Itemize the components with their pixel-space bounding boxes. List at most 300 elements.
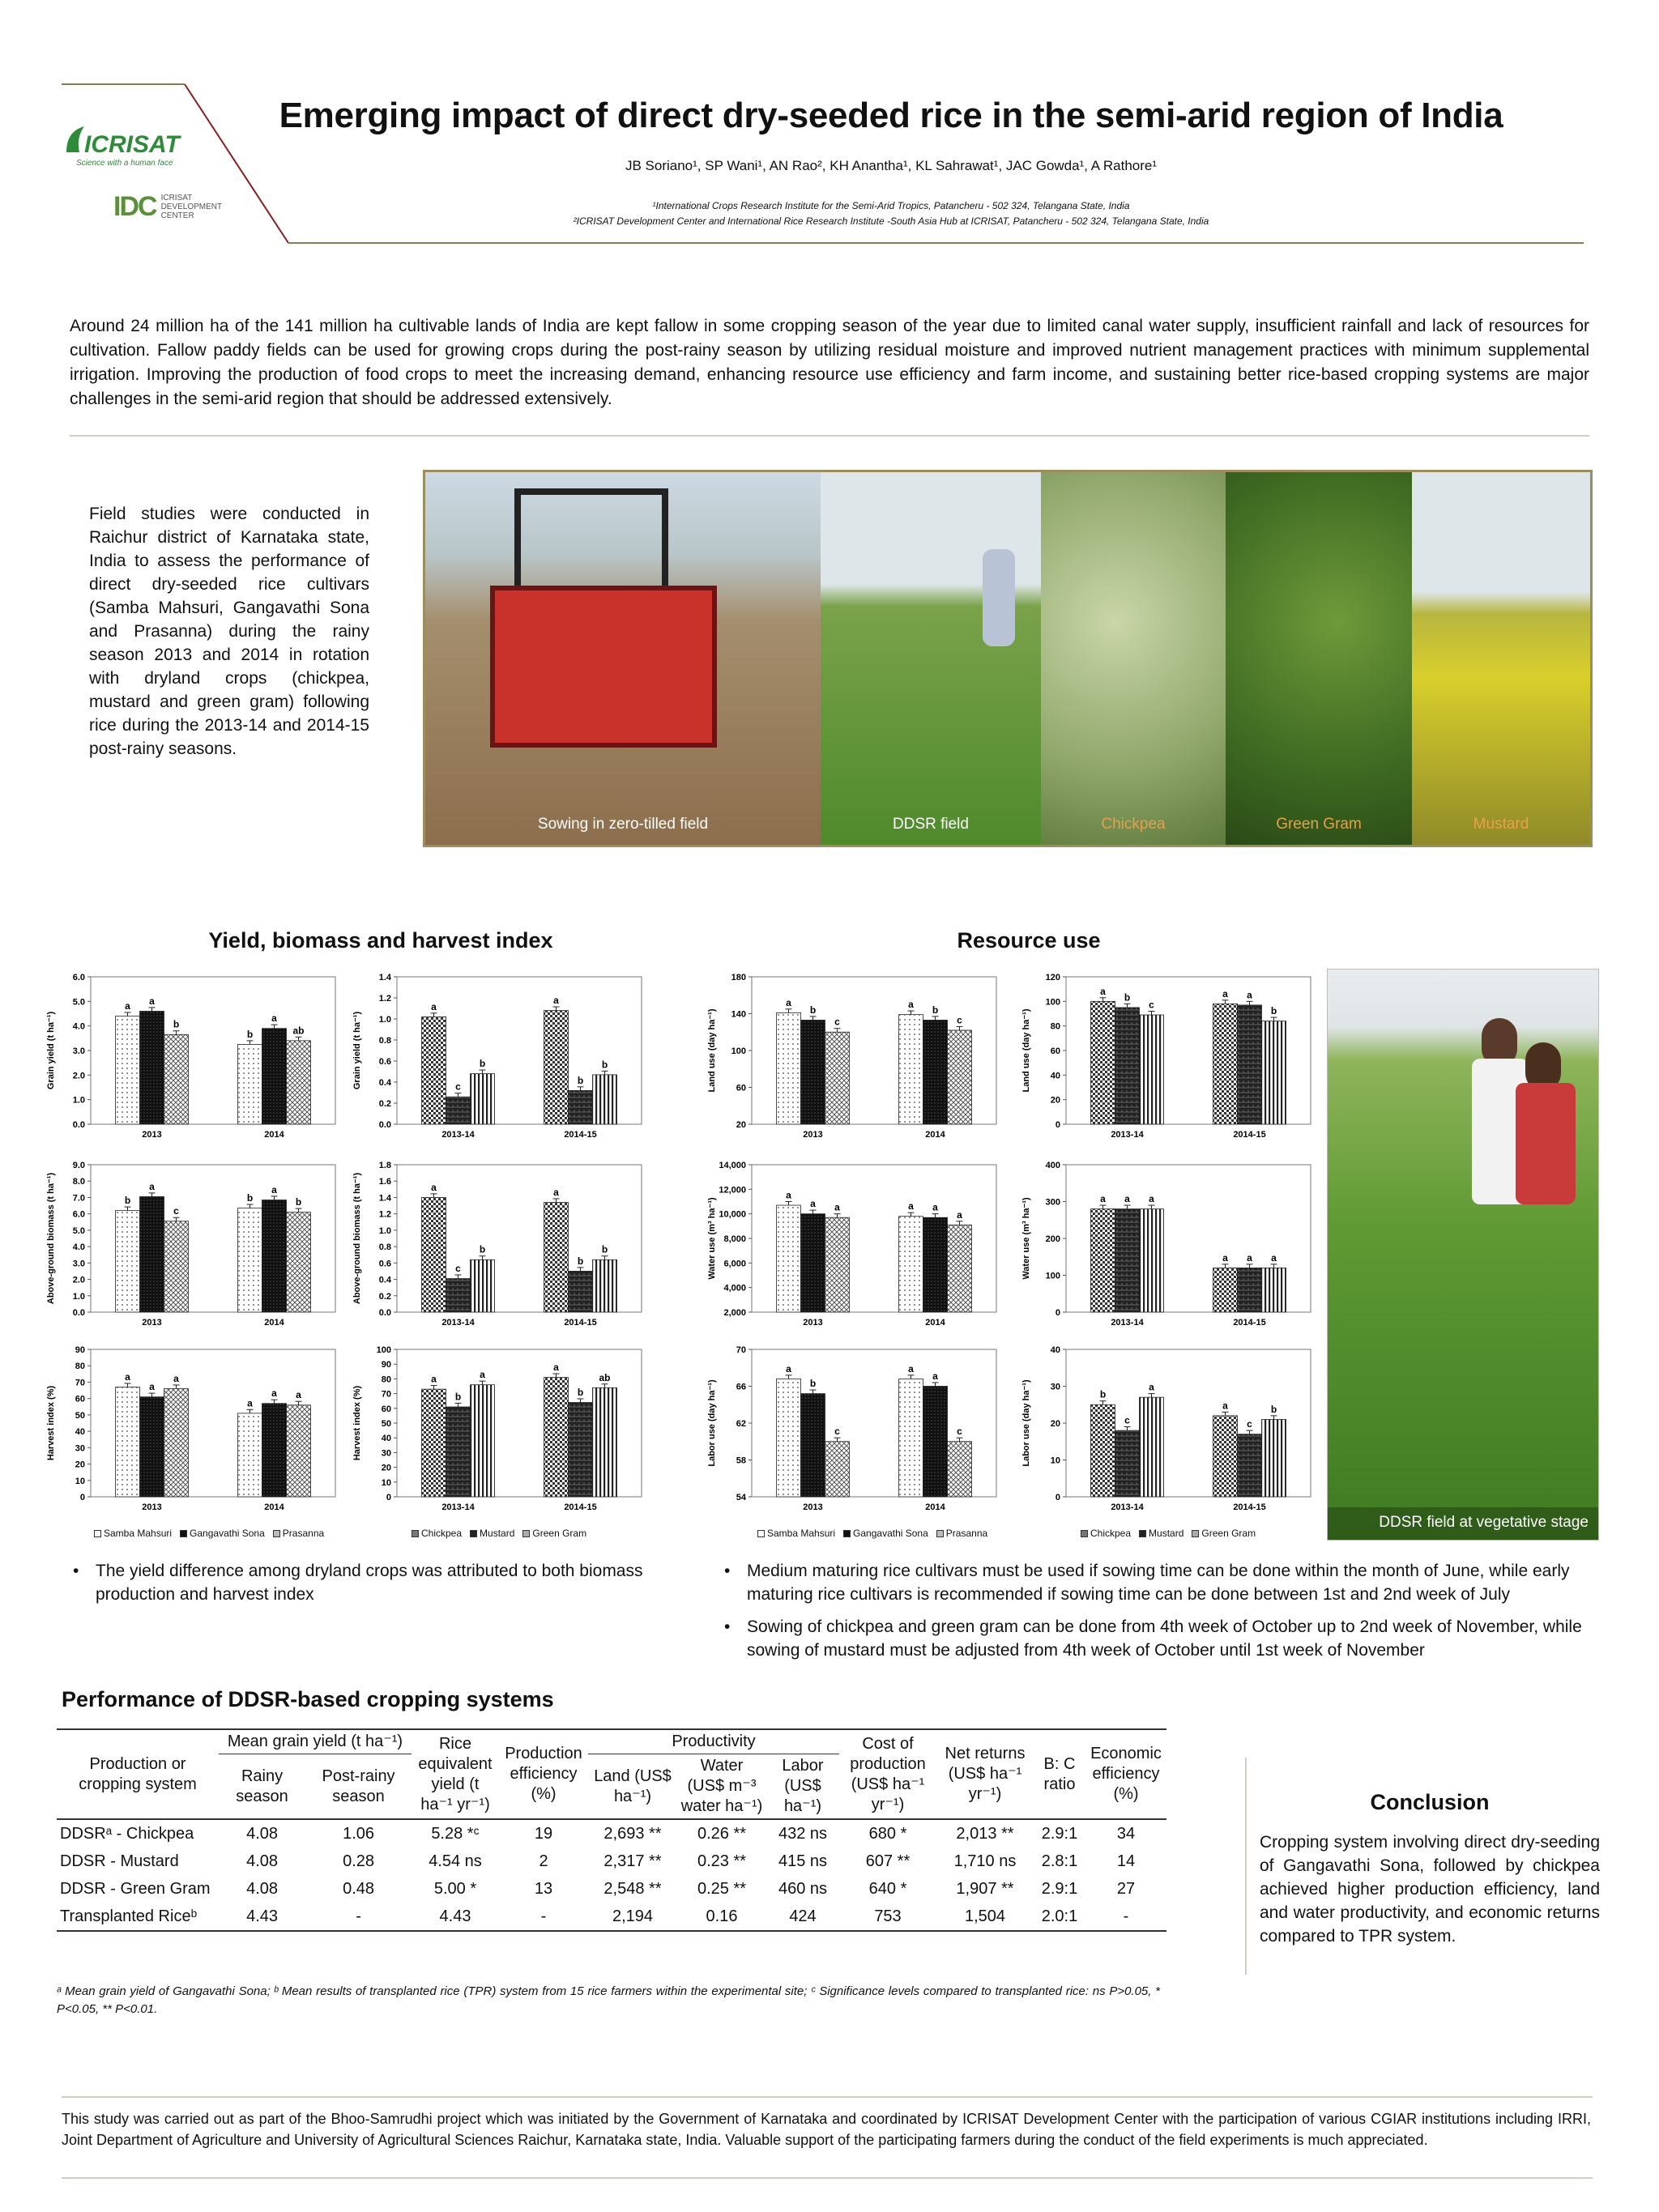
significance-letter: a — [957, 1208, 962, 1221]
x-tick-label: 2013 — [142, 1130, 162, 1140]
y-tick-label: 10 — [1050, 1455, 1060, 1466]
divider — [62, 2096, 1593, 2098]
bar — [1213, 1416, 1238, 1497]
significance-letter: a — [1247, 1251, 1252, 1264]
y-tick-label: 100 — [1045, 997, 1060, 1008]
table-cell: 27 — [1116, 1880, 1136, 1898]
significance-letter: b — [454, 1391, 462, 1403]
y-tick-label: 0.6 — [378, 1057, 391, 1067]
bar — [1140, 1015, 1164, 1124]
table-cell: 1.06 — [343, 1825, 375, 1843]
significance-letter: a — [1222, 1400, 1228, 1412]
significance-letter: ab — [599, 1371, 611, 1383]
bar — [1262, 1268, 1286, 1312]
y-tick-label: 5.0 — [72, 997, 85, 1008]
idc-logo — [113, 191, 222, 223]
bar — [422, 1389, 446, 1497]
photo-mustard — [1412, 472, 1590, 845]
y-tick-label: 5.0 — [72, 1225, 85, 1236]
table-cell: 0.48 — [343, 1880, 375, 1898]
y-tick-label: 0.8 — [378, 1242, 391, 1253]
idc-line2: DEVELOPMENT — [160, 202, 223, 211]
y-tick-label: 0.6 — [378, 1259, 391, 1269]
th-productivity: Productivity — [588, 1729, 839, 1754]
th-land: Land (US$ ha⁻¹) — [594, 1767, 672, 1805]
legend-item: Samba Mahsuri — [767, 1528, 836, 1539]
significance-letter: a — [786, 1362, 791, 1375]
y-tick-label: 54 — [736, 1493, 746, 1502]
th-labor: Labor (US$ ha⁻¹) — [782, 1757, 824, 1815]
x-tick-label: 2013-14 — [1111, 1318, 1144, 1328]
x-tick-label: 2013 — [803, 1130, 823, 1140]
chart-rice-land-use — [703, 969, 1003, 1153]
table-cell: 0.23 ** — [697, 1852, 747, 1870]
bar — [1115, 1209, 1140, 1312]
x-tick-label: 2013-14 — [441, 1502, 475, 1512]
chart-rice-labor-use — [703, 1341, 1003, 1526]
table-cell: 460 ns — [778, 1880, 828, 1898]
bar — [238, 1044, 262, 1124]
x-tick-label: 2013 — [803, 1502, 823, 1512]
th-water: Water (US$ m⁻³ water ha⁻¹) — [680, 1757, 763, 1815]
significance-letter: b — [809, 1004, 817, 1016]
y-tick-label: 140 — [731, 1009, 746, 1020]
bar — [164, 1034, 189, 1124]
th-bc: B: C ratio — [1043, 1754, 1076, 1793]
bar — [287, 1213, 311, 1312]
th-prod-eff: Production efficiency (%) — [505, 1745, 582, 1803]
significance-letter: a — [431, 1000, 437, 1012]
bar — [1238, 1005, 1262, 1124]
table-cell: 2.8:1 — [1041, 1852, 1078, 1870]
table-cell: 4.43 — [439, 1907, 471, 1925]
legend-item: Green Gram — [532, 1528, 587, 1539]
table-cell: 14 — [1116, 1852, 1136, 1870]
chart-rice-biomass — [42, 1157, 342, 1341]
y-tick-label: 100 — [376, 1345, 391, 1355]
y-axis-label: Above-ground biomass (t ha⁻¹) — [352, 1172, 362, 1305]
chart-crop-biomass — [348, 1157, 648, 1341]
table-cell: 0.25 ** — [697, 1880, 747, 1898]
significance-letter: b — [124, 1195, 131, 1207]
y-tick-label: 1.4 — [378, 1193, 391, 1204]
bar — [1091, 1001, 1115, 1124]
y-tick-label: 0 — [1055, 1120, 1060, 1130]
significance-letter: b — [577, 1255, 584, 1267]
significance-letter: a — [296, 1389, 301, 1401]
y-tick-label: 0.2 — [378, 1099, 391, 1109]
photo-strip — [423, 470, 1593, 847]
y-tick-label: 6,000 — [723, 1259, 746, 1269]
significance-letter: a — [553, 995, 559, 1007]
significance-letter: b — [601, 1243, 608, 1255]
significance-letter: c — [1247, 1418, 1252, 1430]
significance-letter: b — [479, 1058, 486, 1070]
x-tick-label: 2013 — [142, 1318, 162, 1328]
table-cell: 1,504 — [964, 1907, 1006, 1925]
significance-letter: b — [1099, 1388, 1107, 1400]
significance-letter: a — [149, 1180, 155, 1192]
y-tick-label: 90 — [75, 1345, 85, 1355]
photo-caption: DDSR field at vegetative stage — [1379, 1514, 1589, 1531]
idc-line3: CENTER — [160, 211, 194, 220]
y-tick-label: 3.0 — [72, 1046, 85, 1056]
y-tick-label: 90 — [381, 1360, 391, 1370]
bar — [116, 1387, 140, 1497]
photo-caption: Sowing in zero-tilled field — [537, 816, 709, 833]
photo-ddsr-vegetative — [1327, 969, 1599, 1541]
y-tick-label: 4,000 — [723, 1283, 746, 1294]
y-axis-label: Grain yield (t ha⁻¹) — [352, 1011, 362, 1090]
significance-letter: a — [1149, 1381, 1154, 1393]
significance-letter: b — [577, 1074, 584, 1086]
y-tick-label: 300 — [1045, 1197, 1060, 1208]
significance-letter: a — [173, 1372, 179, 1384]
chart-rice-harvest-index — [42, 1341, 342, 1526]
bar — [140, 1397, 164, 1497]
table-cell: DDSRᵃ - Chickpea — [60, 1825, 194, 1843]
y-tick-label: 80 — [381, 1375, 391, 1385]
x-tick-label: 2014 — [925, 1502, 945, 1512]
performance-title: Performance of DDSR-based cropping systems — [62, 1687, 554, 1711]
bar — [569, 1271, 593, 1312]
th-system: Production or cropping system — [79, 1754, 197, 1793]
x-tick-label: 2014-15 — [564, 1502, 597, 1512]
significance-letter: b — [932, 1004, 939, 1016]
significance-letter: a — [834, 1201, 840, 1213]
table-row — [57, 1903, 1166, 1931]
significance-letter: b — [246, 1028, 254, 1040]
y-tick-label: 8,000 — [723, 1234, 746, 1244]
authors: JB Soriano¹, SP Wani¹, AN Rao², KH Anantha¹, KL Sahrawat¹, JAC Gowda¹, A Rathore¹ — [625, 158, 1158, 173]
bullet-text: The yield difference among dryland crops was attributed to both biomass production and harvest index — [96, 1562, 643, 1604]
y-axis-label: Water use (m³ ha⁻¹) — [1021, 1197, 1031, 1280]
conclusion-text: Cropping system involving direct dry-seeding of Gangavathi Sona, followed by chickpea achieved higher production efficiency, land and water productivity, and economic returns compared to TPR system. — [1260, 1833, 1600, 1946]
bar — [593, 1259, 617, 1312]
table-cell: 640 * — [868, 1880, 907, 1898]
bar — [593, 1387, 617, 1497]
bar — [923, 1387, 948, 1498]
significance-letter: a — [149, 1381, 155, 1393]
y-axis-label: Water use (m³ ha⁻¹) — [707, 1197, 717, 1280]
logo-text: ICRISAT — [84, 131, 180, 158]
table-cell: 0.28 — [343, 1852, 375, 1870]
chart-rice-water-use — [703, 1157, 1003, 1341]
bar — [948, 1030, 972, 1124]
y-tick-label: 60 — [1050, 1046, 1060, 1056]
th-econ-eff: Economic efficiency (%) — [1090, 1745, 1162, 1803]
y-tick-label: 40 — [381, 1434, 391, 1444]
bar — [825, 1217, 850, 1312]
photo-green-gram — [1226, 472, 1412, 845]
significance-letter: c — [957, 1426, 962, 1438]
section-title-resource: Resource use — [957, 928, 1101, 953]
y-tick-label: 60 — [381, 1404, 391, 1414]
bar — [593, 1075, 617, 1124]
bar — [446, 1407, 471, 1497]
bar — [777, 1012, 801, 1124]
y-tick-label: 400 — [1045, 1161, 1060, 1170]
y-tick-label: 1.0 — [72, 1291, 85, 1302]
bar — [948, 1442, 972, 1497]
significance-letter: a — [1100, 985, 1106, 997]
legend-item: Chickpea — [421, 1528, 463, 1539]
table-cell: DDSR - Green Gram — [60, 1880, 211, 1898]
chart-crop-grain-yield — [348, 969, 648, 1153]
chart-crop-harvest-index — [348, 1341, 648, 1526]
poster-title: Emerging impact of direct dry-seeded rice in the semi-arid region of India — [279, 96, 1503, 135]
y-tick-label: 3.0 — [72, 1259, 85, 1269]
x-tick-label: 2013-14 — [1111, 1130, 1144, 1140]
y-tick-label: 1.2 — [378, 994, 391, 1004]
x-tick-label: 2014 — [264, 1502, 284, 1512]
bar — [164, 1389, 189, 1497]
y-tick-label: 20 — [1050, 1419, 1060, 1429]
y-tick-label: 0 — [1055, 1493, 1060, 1502]
significance-letter: a — [786, 996, 791, 1008]
y-tick-label: 50 — [75, 1410, 85, 1421]
table-cell: 1,907 ** — [956, 1880, 1014, 1898]
table-cell: 432 ns — [778, 1825, 828, 1843]
y-tick-label: 40 — [75, 1427, 85, 1438]
bar — [262, 1200, 287, 1312]
significance-letter: b — [1270, 1403, 1277, 1415]
table-cell: 680 * — [868, 1825, 907, 1843]
table-cell: - — [356, 1907, 361, 1925]
significance-letter: a — [1271, 1251, 1277, 1264]
significance-letter: a — [149, 995, 155, 1007]
significance-letter: a — [247, 1397, 253, 1409]
x-tick-label: 2014-15 — [564, 1318, 597, 1328]
bar — [471, 1385, 495, 1497]
y-tick-label: 14,000 — [719, 1161, 746, 1170]
affiliation-1: ¹International Crops Research Institute for the Semi-Arid Tropics, Patancheru - 502 324, Telangana State, India — [652, 200, 1130, 211]
y-tick-label: 6.0 — [72, 973, 85, 982]
y-tick-label: 50 — [381, 1419, 391, 1429]
y-axis-label: Grain yield (t ha⁻¹) — [46, 1011, 56, 1090]
chart-crop-land-use — [1017, 969, 1317, 1153]
significance-letter: a — [786, 1189, 791, 1201]
y-tick-label: 20 — [381, 1463, 391, 1473]
legend-item: Samba Mahsuri — [104, 1528, 173, 1539]
legend-item: Mustard — [1149, 1528, 1184, 1539]
significance-letter: a — [271, 1387, 277, 1400]
photo-caption: Chickpea — [1101, 816, 1166, 833]
significance-letter: c — [834, 1426, 840, 1438]
x-tick-label: 2014-15 — [1233, 1130, 1266, 1140]
y-tick-label: 1.4 — [378, 973, 391, 982]
y-tick-label: 2,000 — [723, 1308, 746, 1318]
y-tick-label: 100 — [731, 1046, 746, 1056]
y-axis-label: Land use (day ha⁻¹) — [707, 1008, 717, 1093]
x-tick-label: 2014 — [925, 1318, 945, 1328]
x-tick-label: 2013-14 — [441, 1318, 475, 1328]
bar — [1213, 1004, 1238, 1124]
y-tick-label: 1.2 — [378, 1209, 391, 1220]
bar — [1140, 1209, 1164, 1312]
divider — [70, 435, 1589, 437]
table-cell: 1,710 ns — [953, 1852, 1017, 1870]
table-row — [57, 1848, 1166, 1875]
y-axis-label: Land use (day ha⁻¹) — [1021, 1008, 1031, 1093]
field-study-text: Field studies were conducted in Raichur district of Karnataka state, India to assess the performance of direct dry-seeded rice cultivars (Samba Mahsuri, Gangavathi Sona and Prasanna) during the rainy season 2013 and 2014 in rotation with dryland crops (chickpea, mustard and green gram) following rice during the 2013-14 and 2014-15 post-rainy seasons. — [89, 505, 369, 758]
bar — [569, 1403, 593, 1497]
bar — [287, 1041, 311, 1124]
table-cell: 2,317 ** — [603, 1852, 662, 1870]
bar — [1262, 1419, 1286, 1497]
intro-paragraph: Around 24 million ha of the 141 million ha cultivable lands of India are kept fallow in some cropping season of the year due to limited canal water supply, insufficient rainfall and lack of resources for cultivation. Fallow paddy fields can be used for growing crops during the post-rainy season by utilizing residual moisture and improved nutrient management practices with minimum supplemental irrigation. Improving the production of food crops to meet the increasing demand, enhancing resource use efficiency and farm income, and sustaining better rice-based cropping systems are major challenges in the semi-arid region that should be addressed extensively. — [70, 317, 1589, 408]
significance-letter: a — [1149, 1193, 1154, 1205]
significance-letter: c — [173, 1205, 179, 1217]
y-tick-label: 0.0 — [72, 1308, 85, 1318]
significance-letter: a — [125, 1370, 130, 1383]
y-tick-label: 6.0 — [72, 1209, 85, 1220]
y-tick-label: 0 — [79, 1493, 85, 1502]
y-tick-label: 7.0 — [72, 1193, 85, 1204]
significance-letter: c — [455, 1262, 461, 1274]
legend-crops-left — [412, 1528, 586, 1539]
table-cell: 2,013 ** — [956, 1825, 1014, 1843]
table-cell: 0.16 — [706, 1907, 738, 1925]
y-tick-label: 0.0 — [72, 1120, 85, 1130]
table-cell: 2.9:1 — [1041, 1880, 1078, 1898]
table-row — [57, 1875, 1166, 1903]
y-tick-label: 1.6 — [378, 1177, 391, 1187]
th-rice-equiv: Rice equivalent yield (t ha⁻¹ yr⁻¹) — [418, 1734, 493, 1813]
table-cell: - — [1123, 1907, 1129, 1925]
y-axis-label: Harvest index (%) — [46, 1385, 56, 1461]
significance-letter: a — [1222, 1251, 1228, 1264]
significance-letter: a — [908, 1362, 914, 1375]
conclusion-title: Conclusion — [1370, 1790, 1490, 1814]
bar — [262, 1029, 287, 1124]
x-tick-label: 2014-15 — [1233, 1502, 1266, 1512]
significance-letter: a — [810, 1198, 816, 1210]
y-tick-label: 30 — [1050, 1382, 1060, 1392]
table-cell: 2.9:1 — [1041, 1825, 1078, 1843]
y-tick-label: 30 — [381, 1448, 391, 1459]
bar — [825, 1032, 850, 1124]
idc-line1: ICRISAT — [160, 194, 193, 202]
logo-tagline: Science with a human face — [76, 159, 173, 168]
significance-letter: c — [1149, 999, 1154, 1011]
bar — [471, 1074, 495, 1124]
th-mean-yield: Mean grain yield (t ha⁻¹) — [219, 1729, 412, 1754]
resource-bullet-1: • Medium maturing rice cultivars must be used if sowing time can be done within the month of June, while early maturing rice cultivars is recommended if sowing time can be done between 1st and 2nd week of July — [724, 1562, 1570, 1604]
table-cell: 607 ** — [865, 1852, 911, 1870]
significance-letter: b — [173, 1018, 180, 1030]
yield-bullet: • The yield difference among dryland crops was attributed to both biomass production and harvest index — [73, 1562, 643, 1604]
chart-crop-water-use — [1017, 1157, 1317, 1341]
bar — [262, 1404, 287, 1497]
y-tick-label: 180 — [731, 973, 746, 982]
significance-letter: a — [1100, 1193, 1106, 1205]
table-cell: 0.26 ** — [697, 1825, 747, 1843]
bar — [116, 1016, 140, 1124]
legend-item: Gangavathi Sona — [190, 1528, 265, 1539]
photo-caption: Mustard — [1473, 816, 1529, 833]
legend-item: Prasanna — [945, 1528, 988, 1539]
bullet-text: Medium maturing rice cultivars must be used if sowing time can be done within the month of June, while early maturing rice cultivars is recommended if sowing time can be done between 1st and 2nd week of July — [747, 1562, 1570, 1604]
photo-caption: Green Gram — [1276, 816, 1362, 833]
significance-letter: a — [480, 1369, 485, 1381]
y-tick-label: 0 — [386, 1493, 391, 1502]
bar — [1140, 1397, 1164, 1497]
significance-letter: c — [455, 1080, 461, 1093]
y-tick-label: 0.8 — [378, 1036, 391, 1046]
affiliations — [243, 198, 1539, 229]
bar — [801, 1394, 825, 1497]
th-cost: Cost of production (US$ ha⁻¹ yr⁻¹) — [850, 1734, 926, 1813]
bar — [544, 1203, 569, 1312]
table-cell: 424 — [789, 1907, 817, 1925]
y-tick-label: 2.0 — [72, 1071, 85, 1081]
y-tick-label: 0.2 — [378, 1291, 391, 1302]
bar — [777, 1205, 801, 1312]
y-axis-label: Labor use (day ha⁻¹) — [1021, 1379, 1031, 1467]
significance-letter: b — [479, 1243, 486, 1255]
y-tick-label: 4.0 — [72, 1021, 85, 1032]
y-tick-label: 20 — [736, 1120, 746, 1130]
y-tick-label: 0.4 — [378, 1275, 391, 1285]
table-footnote: ᵃ Mean grain yield of Gangavathi Sona; ᵇ Mean results of transplanted rice (TPR) system from 15 rice farmers within the experimental site; ᶜ Significance levels compared to transplanted rice: ns P>0.05, * P<0.05, ** P<0.01. — [57, 1984, 1160, 2016]
chart-rice-grain-yield — [42, 969, 342, 1153]
x-tick-label: 2014-15 — [1233, 1318, 1266, 1328]
significance-letter: a — [1124, 1193, 1130, 1205]
significance-letter: a — [553, 1186, 559, 1198]
significance-letter: a — [431, 1181, 437, 1193]
performance-table — [57, 1728, 1166, 1932]
y-tick-label: 0.4 — [378, 1078, 391, 1088]
table-cell: - — [540, 1907, 547, 1925]
significance-letter: a — [932, 1370, 938, 1382]
x-tick-label: 2013 — [803, 1318, 823, 1328]
bar — [116, 1211, 140, 1312]
significance-letter: b — [809, 1378, 817, 1390]
bar — [446, 1279, 471, 1312]
legend-item: Chickpea — [1090, 1528, 1132, 1539]
table-cell: 2,548 ** — [603, 1880, 662, 1898]
significance-letter: b — [295, 1196, 302, 1208]
bar — [1115, 1008, 1140, 1124]
y-tick-label: 20 — [1050, 1095, 1060, 1106]
y-tick-label: 40 — [1050, 1071, 1060, 1081]
table-cell: 34 — [1116, 1825, 1136, 1843]
divider — [1245, 1758, 1247, 1975]
icrisat-logo — [62, 120, 199, 173]
bullet-text: Sowing of chickpea and green gram can be done from 4th week of October up to 2nd week of November, while sowing of mustard must be adjusted from 4th week of October until 1st week of November — [747, 1617, 1582, 1660]
y-tick-label: 0.0 — [378, 1120, 391, 1130]
y-tick-label: 62 — [736, 1419, 746, 1429]
y-tick-label: 58 — [736, 1455, 746, 1466]
bar — [923, 1217, 948, 1312]
legend-rice-right — [757, 1528, 987, 1539]
y-tick-label: 10 — [381, 1477, 391, 1488]
significance-letter: a — [1222, 987, 1228, 999]
table-cell: Transplanted Riceᵇ — [60, 1907, 198, 1925]
table-cell: 2 — [539, 1852, 548, 1870]
y-tick-label: 1.0 — [72, 1095, 85, 1106]
table-cell: 2.0:1 — [1041, 1907, 1078, 1925]
table-cell: 5.00 * — [433, 1880, 477, 1898]
bar — [801, 1214, 825, 1312]
bar — [899, 1015, 923, 1124]
bar — [238, 1208, 262, 1312]
significance-letter: a — [908, 999, 914, 1011]
x-tick-label: 2013-14 — [441, 1130, 475, 1140]
bar — [446, 1097, 471, 1124]
table-cell: 4.08 — [246, 1825, 279, 1843]
